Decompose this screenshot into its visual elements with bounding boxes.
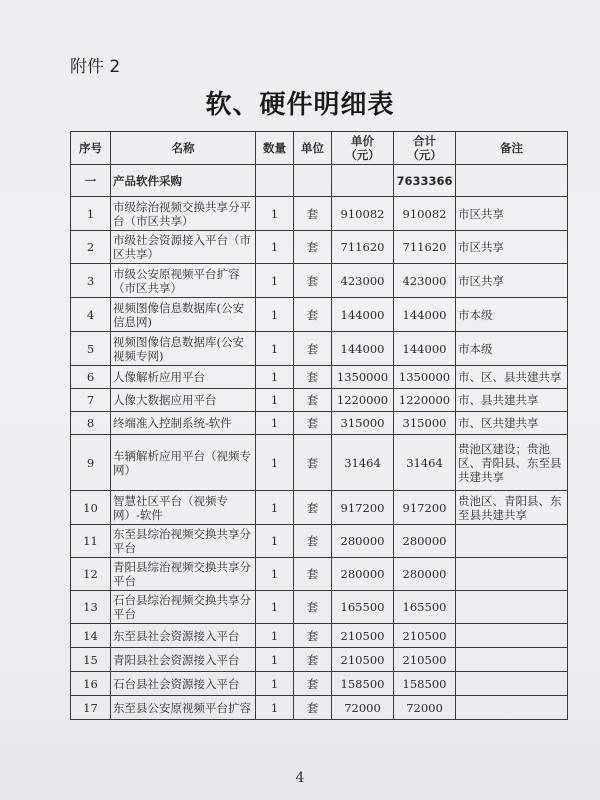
row-name: 人像大数据应用平台 — [111, 389, 256, 412]
table-row — [71, 366, 568, 389]
row-qty: 1 — [256, 624, 294, 648]
row-remark: 市、区、县共建共享 — [456, 366, 568, 389]
row-qty: 1 — [256, 264, 294, 298]
row-index: 7 — [71, 389, 111, 412]
row-unit: 套 — [294, 435, 332, 491]
table-row — [71, 591, 568, 624]
row-remark — [456, 696, 568, 720]
row-qty: 1 — [256, 672, 294, 696]
row-unit: 套 — [294, 366, 332, 389]
row-unit: 套 — [294, 412, 332, 435]
row-unit: 套 — [294, 696, 332, 720]
row-index: 16 — [71, 672, 111, 696]
row-price: 144000 — [332, 298, 394, 332]
section-qty — [256, 165, 294, 197]
row-qty: 1 — [256, 366, 294, 389]
row-index: 1 — [71, 197, 111, 231]
row-total: 711620 — [394, 231, 456, 264]
row-unit: 套 — [294, 298, 332, 332]
row-price: 165500 — [332, 591, 394, 624]
row-name: 石台县社会资源接入平台 — [111, 672, 256, 696]
row-name: 智慧社区平台（视频专网）-软件 — [111, 491, 256, 525]
row-total: 72000 — [394, 696, 456, 720]
row-unit: 套 — [294, 264, 332, 298]
table-row — [71, 412, 568, 435]
row-price: 72000 — [332, 696, 394, 720]
row-index: 5 — [71, 332, 111, 366]
table-row — [71, 648, 568, 672]
page-number: 4 — [295, 770, 305, 786]
attachment-label: 附件 2 — [70, 57, 121, 77]
row-total: 1350000 — [394, 366, 456, 389]
row-price: 144000 — [332, 332, 394, 366]
row-remark: 贵池区、青阳县、东至县共建共享 — [456, 491, 568, 525]
section-remark — [456, 165, 568, 197]
row-index: 6 — [71, 366, 111, 389]
row-qty: 1 — [256, 696, 294, 720]
row-price: 280000 — [332, 525, 394, 558]
page-title: 软、硬件明细表 — [205, 90, 395, 120]
row-qty: 1 — [256, 197, 294, 231]
row-remark: 市本级 — [456, 332, 568, 366]
row-remark: 贵池区建设；贵池区、青阳县、东至县共建共享 — [456, 435, 568, 491]
row-price: 917200 — [332, 491, 394, 525]
section-name: 产品软件采购 — [111, 165, 256, 197]
row-total: 210500 — [394, 648, 456, 672]
row-remark: 市本级 — [456, 298, 568, 332]
row-price: 1220000 — [332, 389, 394, 412]
row-index: 3 — [71, 264, 111, 298]
row-qty: 1 — [256, 412, 294, 435]
row-qty: 1 — [256, 298, 294, 332]
row-price: 423000 — [332, 264, 394, 298]
row-name: 视频图像信息数据库(公安信息网) — [111, 298, 256, 332]
row-total: 210500 — [394, 624, 456, 648]
row-price: 280000 — [332, 558, 394, 591]
row-price: 315000 — [332, 412, 394, 435]
row-price: 31464 — [332, 435, 394, 491]
table-row — [71, 435, 568, 491]
header-total-line1: 合计 — [413, 134, 436, 148]
row-remark — [456, 558, 568, 591]
header-remark: 备注 — [456, 132, 568, 165]
row-remark: 市、区共建共享 — [456, 412, 568, 435]
row-remark: 市区共享 — [456, 231, 568, 264]
row-qty: 1 — [256, 491, 294, 525]
row-total: 280000 — [394, 558, 456, 591]
row-total: 917200 — [394, 491, 456, 525]
header-qty: 数量 — [256, 132, 294, 165]
row-unit: 套 — [294, 525, 332, 558]
row-price: 210500 — [332, 624, 394, 648]
table-row — [71, 298, 568, 332]
row-index: 13 — [71, 591, 111, 624]
section-price — [332, 165, 394, 197]
row-index: 15 — [71, 648, 111, 672]
row-qty: 1 — [256, 231, 294, 264]
section-index: 一 — [71, 165, 111, 197]
row-unit: 套 — [294, 672, 332, 696]
row-total: 158500 — [394, 672, 456, 696]
row-price: 158500 — [332, 672, 394, 696]
table-row — [71, 231, 568, 264]
row-total: 144000 — [394, 298, 456, 332]
table-row — [71, 696, 568, 720]
section-unit — [294, 165, 332, 197]
table-row — [71, 624, 568, 648]
table-row — [71, 332, 568, 366]
header-total-line2: （元） — [407, 148, 442, 162]
row-total: 315000 — [394, 412, 456, 435]
row-remark: 市区共享 — [456, 197, 568, 231]
table-row — [71, 558, 568, 591]
header-total — [394, 132, 456, 165]
row-unit: 套 — [294, 197, 332, 231]
header-name: 名称 — [111, 132, 256, 165]
row-qty: 1 — [256, 525, 294, 558]
row-unit: 套 — [294, 648, 332, 672]
header-price-line1: 单价 — [351, 134, 374, 148]
row-total: 165500 — [394, 591, 456, 624]
row-index: 9 — [71, 435, 111, 491]
row-remark — [456, 591, 568, 624]
header-row — [71, 132, 568, 165]
row-qty: 1 — [256, 332, 294, 366]
header-unit: 单位 — [294, 132, 332, 165]
row-name: 东至县社会资源接入平台 — [111, 624, 256, 648]
row-remark — [456, 624, 568, 648]
row-name: 视频图像信息数据库(公安视频专网) — [111, 332, 256, 366]
detail-table — [70, 131, 568, 720]
row-remark — [456, 648, 568, 672]
row-qty: 1 — [256, 648, 294, 672]
row-name: 终端准入控制系统-软件 — [111, 412, 256, 435]
row-name: 市级综治视频交换共享分平台（市区共享） — [111, 197, 256, 231]
row-total: 280000 — [394, 525, 456, 558]
row-qty: 1 — [256, 389, 294, 412]
row-total: 31464 — [394, 435, 456, 491]
row-index: 11 — [71, 525, 111, 558]
row-price: 711620 — [332, 231, 394, 264]
row-price: 910082 — [332, 197, 394, 231]
row-index: 17 — [71, 696, 111, 720]
row-price: 210500 — [332, 648, 394, 672]
row-index: 8 — [71, 412, 111, 435]
row-unit: 套 — [294, 332, 332, 366]
table-row — [71, 525, 568, 558]
row-unit: 套 — [294, 591, 332, 624]
row-index: 12 — [71, 558, 111, 591]
table-row — [71, 389, 568, 412]
row-name: 东至县公安原视频平台扩容 — [111, 696, 256, 720]
row-qty: 1 — [256, 591, 294, 624]
row-unit: 套 — [294, 624, 332, 648]
row-name: 东至县综治视频交换共享分平台 — [111, 525, 256, 558]
row-index: 4 — [71, 298, 111, 332]
row-name: 青阳县综治视频交换共享分平台 — [111, 558, 256, 591]
row-qty: 1 — [256, 435, 294, 491]
row-name: 车辆解析应用平台（视频专网） — [111, 435, 256, 491]
table-row — [71, 264, 568, 298]
section-row — [71, 165, 568, 197]
row-unit: 套 — [294, 558, 332, 591]
header-price — [332, 132, 394, 165]
table-row — [71, 672, 568, 696]
row-name: 青阳县社会资源接入平台 — [111, 648, 256, 672]
row-remark: 市、县共建共享 — [456, 389, 568, 412]
row-name: 人像解析应用平台 — [111, 366, 256, 389]
section-total: 7633366 — [394, 165, 456, 197]
row-total: 910082 — [394, 197, 456, 231]
row-remark — [456, 672, 568, 696]
row-index: 14 — [71, 624, 111, 648]
row-total: 144000 — [394, 332, 456, 366]
row-index: 2 — [71, 231, 111, 264]
row-remark: 市区共享 — [456, 264, 568, 298]
row-unit: 套 — [294, 231, 332, 264]
row-remark — [456, 525, 568, 558]
header-index: 序号 — [71, 132, 111, 165]
row-name: 市级社会资源接入平台（市区共享） — [111, 231, 256, 264]
row-unit: 套 — [294, 389, 332, 412]
table-row — [71, 197, 568, 231]
row-name: 市级公安原视频平台扩容（市区共享） — [111, 264, 256, 298]
row-total: 423000 — [394, 264, 456, 298]
header-price-line2: （元） — [345, 148, 380, 162]
table-row — [71, 491, 568, 525]
row-unit: 套 — [294, 491, 332, 525]
row-index: 10 — [71, 491, 111, 525]
row-qty: 1 — [256, 558, 294, 591]
row-total: 1220000 — [394, 389, 456, 412]
row-name: 石台县综治视频交换共享分平台 — [111, 591, 256, 624]
row-price: 1350000 — [332, 366, 394, 389]
